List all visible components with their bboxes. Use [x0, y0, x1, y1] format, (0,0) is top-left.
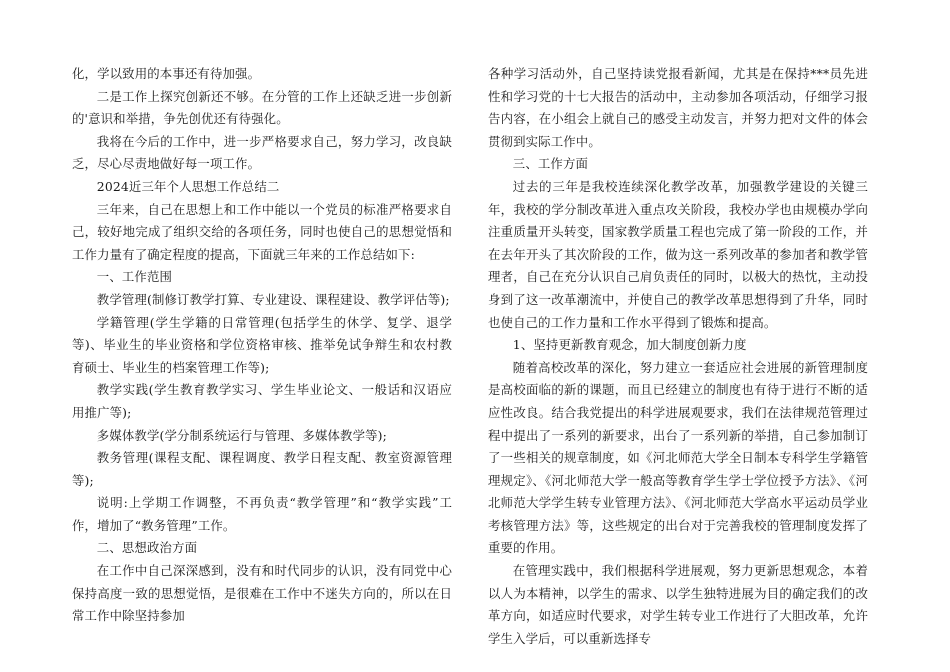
paragraph: 我将在今后的工作中，进一步严格要求自己，努力学习，改良缺乏，尽心尽责地做好每一项工作。 [72, 133, 452, 172]
section-heading: 二、思想政治方面 [96, 540, 198, 556]
paragraph: 教学管理(制修订教学打算、专业建设、课程建设、教学评估等); [96, 291, 450, 307]
left-column [72, 63, 452, 628]
section-heading: 三、工作方面 [512, 156, 589, 172]
paragraph: 各种学习活动外，自己坚持读党报看新闻，尤其是在保持***员先进性和学习党的十七大报告的活动中，主动参加各项活动，仔细学习报告内容，在小组会上就自己的感受主动发言，并努力把对文件的体会贯彻到实际工作中。 [488, 66, 868, 149]
paragraph: 多媒体教学(学分制系统运行与管理、多媒体教学等); [96, 427, 387, 443]
paragraph: 学籍管理(学生学籍的日常管理(包括学生的休学、复学、退学等)、毕业生的毕业资格和学位资格审核、推举免试争辩生和农村教育硕士、毕业生的档案管理工作等); [72, 314, 452, 375]
paragraph: 化，学以致用的本事还有待加强。 [72, 66, 261, 81]
paragraph: 说明:上学期工作调整，不再负责“教学管理”和“教学实践”工作，增加了“教务管理”工作。 [72, 495, 452, 533]
section-heading: 一、工作范围 [96, 269, 173, 285]
paragraph: 在工作中自己深深感到，没有和时代同步的认识，没有同党中心保持高度一致的思想觉悟，是很难在工作中不迷失方向的，所以在日常工作中除坚持参加 [72, 563, 452, 624]
paragraph: 二是工作上探究创新还不够。在分管的工作上还缺乏进一步创新的'意识和举措，争先创优还有待强化。 [72, 88, 452, 127]
paragraph: 在管理实践中，我们根据科学进展观，努力更新思想观念，本着以人为本精神，以学生的需求、以学生独特进展为目的确定我们的改革方向，如适应时代要求，对学生转专业工作进行了大胆改革，允许学生入学后，可以重新选择专 [488, 563, 868, 646]
subsection-heading: 1、坚持更新教育观念，加大制度创新力度 [512, 337, 747, 353]
paragraph: 随着高校改革的深化，努力建立一套适应社会进展的新管理制度是高校面临的新的课题，而且已经建立的制度也有待于进行不断的适应性改良。结合我党提出的科学进展观要求，我们在法律规范管理过程中提出了一系列的新要求，出台了一系列新的举措，自己参加制订了一些相关的规章制度，如《河北师范大学全日制本专科学生学籍管理规定》、《河北师范大学一般高等教育学生学士学位授予方法》、《河北师范大学学生转专业管理方法》、《河北师范大学高水平运动员学业考核管理方法》等，这些规定的出台对于完善我校的管理制度发挥了重要的作用。 [488, 359, 868, 556]
paragraph: 过去的三年是我校连续深化教学改革，加强教学建设的关键三年，我校的学分制改革进入重点攻关阶段，我校办学也由规模办学向注重质量开头转变，国家教学质量工程也完成了第一阶段的工作，并在去年开头了其次阶段的工作，做为这一系列改革的参加者和教学管理者，自己在充分认识自己肩负责任的同时，以极大的热忱，主动投身到了这一改革潮流中，并使自己的教学改革思想得到了升华，同时也使自己的工作力量和工作水平得到了锻炼和提高。 [488, 178, 868, 330]
section-title: 2024近三年个人思想工作总结二 [96, 178, 280, 194]
right-column [488, 63, 868, 650]
paragraph: 三年来，自己在思想上和工作中能以一个党员的标准严格要求自己，较好地完成了组织交给的各项任务，同时也使自己的思想觉悟和工作力量有了确定程度的提高，下面就三年来的工作总结如下: [72, 201, 452, 262]
paragraph: 教务管理(课程支配、课程调度、教学日程支配、教室资源管理等); [72, 450, 452, 488]
paragraph: 教学实践(学生教育教学实习、学生毕业论文、一般话和汉语应用推广等); [72, 382, 452, 420]
